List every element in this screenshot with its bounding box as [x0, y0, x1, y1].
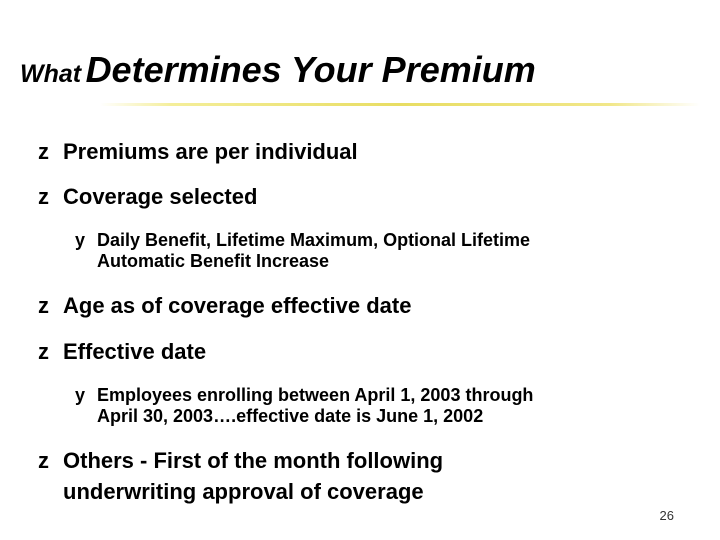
subbullet-line: Daily Benefit, Lifetime Maximum, Optional Lifetime [97, 230, 531, 250]
bullet-marker-icon: z [38, 448, 49, 473]
subbullet-line: Employees enrolling between April 1, 2003 through [97, 385, 534, 405]
subbullet-marker-icon: y [75, 230, 86, 250]
bullet-marker-icon: z [38, 293, 49, 318]
bullet-text: Premiums are per individual [63, 139, 358, 164]
bullet-line: underwriting approval of coverage [63, 479, 424, 504]
bullet-text: Coverage selected [63, 184, 258, 209]
subbullet-text [97, 385, 533, 427]
bullet-marker-icon: z [38, 184, 49, 209]
bullet-marker-icon: z [38, 339, 49, 364]
bullet-text: Age as of coverage effective date [63, 293, 412, 318]
title-part-what: What [20, 60, 82, 88]
title-underline [100, 103, 700, 106]
bullet-text [63, 445, 443, 507]
subbullet-text [97, 230, 530, 272]
bullet-text: Effective date [63, 339, 207, 364]
slide-title [20, 49, 710, 90]
title-part-main: Determines Your Premium [85, 49, 536, 90]
subbullet-marker-icon: y [75, 385, 86, 405]
subbullet-line: Automatic Benefit Increase [97, 251, 330, 271]
bullet-marker-icon: z [38, 139, 49, 164]
bullet-line: Others - First of the month following [63, 448, 444, 473]
page-number: 26 [659, 508, 674, 523]
subbullet-line: April 30, 2003….effective date is June 1, 2002 [97, 406, 484, 426]
